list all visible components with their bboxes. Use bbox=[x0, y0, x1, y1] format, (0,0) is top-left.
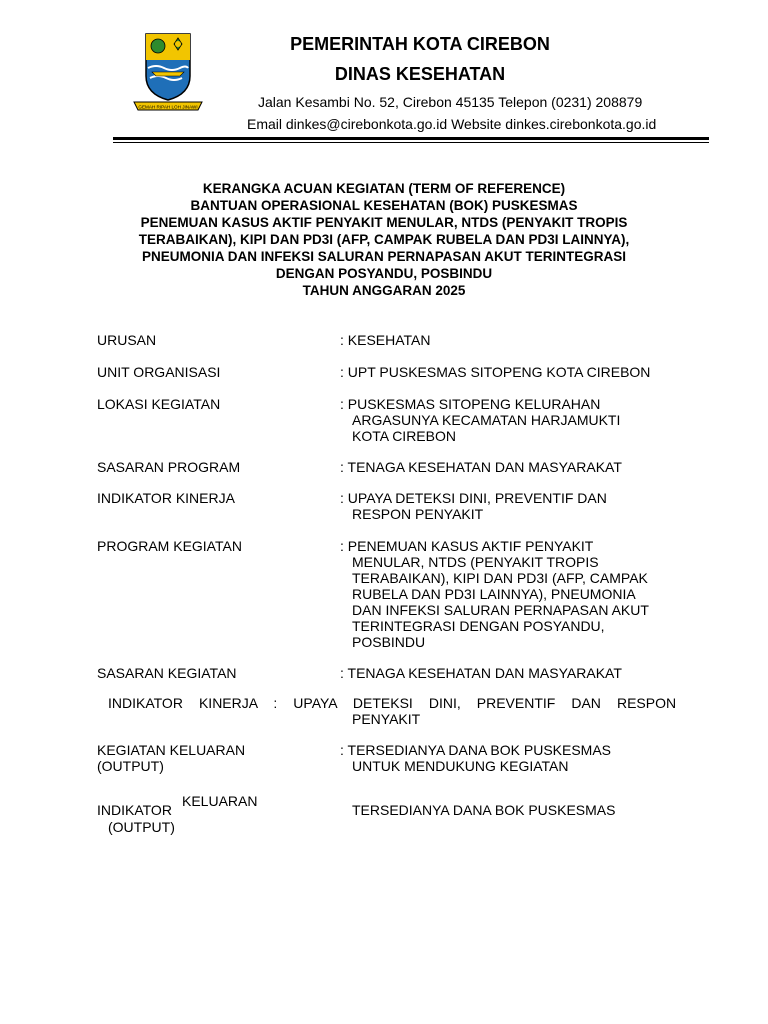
indikator-kinerja-label: INDIKATOR KINERJA bbox=[97, 490, 235, 506]
kegiatan-keluaran-label: KEGIATAN KELUARAN bbox=[97, 742, 246, 758]
kegiatan-keluaran-label-2: (OUTPUT) bbox=[97, 758, 164, 774]
government-name: PEMERINTAH KOTA CIREBON bbox=[290, 34, 550, 54]
title-line: TAHUN ANGGARAN 2025 bbox=[302, 283, 466, 298]
sasaran-kegiatan-label: SASARAN KEGIATAN bbox=[97, 665, 237, 681]
program-kegiatan-value-cont: TERINTEGRASI DENGAN POSYANDU, bbox=[352, 618, 605, 634]
document-title bbox=[60, 180, 708, 299]
title-line: TERABAIKAN), KIPI DAN PD3I (AFP, CAMPAK RUBELA DAN PD3I LAINNYA), bbox=[138, 232, 630, 247]
lokasi-kegiatan-value-cont: KOTA CIREBON bbox=[352, 428, 456, 444]
program-kegiatan-value-cont: POSBINDU bbox=[352, 634, 426, 650]
urusan-value: : KESEHATAN bbox=[340, 332, 431, 348]
lokasi-kegiatan-value-cont: ARGASUNYA KECAMATAN HARJAMUKTI bbox=[352, 412, 621, 428]
program-kegiatan-value: : PENEMUAN KASUS AKTIF PENYAKIT bbox=[340, 538, 594, 554]
program-kegiatan-label: PROGRAM KEGIATAN bbox=[97, 538, 242, 554]
sasaran-kegiatan-value: : TENAGA KESEHATAN DAN MASYARAKAT bbox=[340, 665, 622, 681]
header-divider-thick bbox=[113, 137, 709, 140]
justified-word: INDIKATOR bbox=[108, 695, 183, 711]
kegiatan-keluaran-value-cont: UNTUK MENDUKUNG KEGIATAN bbox=[352, 758, 569, 774]
title-line: BANTUAN OPERASIONAL KESEHATAN (BOK) PUSKESMAS bbox=[190, 198, 578, 213]
program-kegiatan-value-cont: RUBELA DAN PD3I LAINNYA), PNEUMONIA bbox=[352, 586, 636, 602]
program-kegiatan-value-cont: MENULAR, NTDS (PENYAKIT TROPIS bbox=[352, 554, 599, 570]
justified-word: RESPON bbox=[616, 695, 677, 711]
lokasi-kegiatan-label: LOKASI KEGIATAN bbox=[97, 396, 221, 412]
unit-organisasi-value: : UPT PUSKESMAS SITOPENG KOTA CIREBON bbox=[340, 364, 651, 380]
justified-word: PREVENTIF bbox=[476, 695, 556, 711]
urusan-label: URUSAN bbox=[97, 332, 157, 348]
indikator-kinerja-value: : UPAYA DETEKSI DINI, PREVENTIF DAN bbox=[340, 490, 607, 506]
justified-word: DETEKSI bbox=[352, 695, 413, 711]
title-line: PENEMUAN KASUS AKTIF PENYAKIT MENULAR, NTDS (PENYAKIT TROPIS bbox=[140, 215, 628, 230]
lokasi-kegiatan-value: : PUSKESMAS SITOPENG KELURAHAN bbox=[340, 396, 601, 412]
justified-word: UPAYA bbox=[293, 695, 337, 711]
program-kegiatan-value-cont: TERABAIKAN), KIPI DAN PD3I (AFP, CAMPAK bbox=[352, 570, 648, 586]
indikator-keluaran-label: INDIKATOR bbox=[97, 802, 172, 818]
program-kegiatan-value-cont: DAN INFEKSI SALURAN PERNAPASAN AKUT bbox=[352, 602, 649, 618]
title-line: PNEUMONIA DAN INFEKSI SALURAN PERNAPASAN AKUT TERINTEGRASI bbox=[141, 249, 627, 264]
agency-address: Jalan Kesambi No. 52, Cirebon 45135 Telepon (0231) 208879 bbox=[258, 94, 643, 110]
title-line: DENGAN POSYANDU, POSBINDU bbox=[275, 266, 493, 281]
indikator-keluaran-value: TERSEDIANYA DANA BOK PUSKESMAS bbox=[352, 802, 616, 818]
justified-word: DINI, bbox=[428, 695, 461, 711]
agency-contact: Email dinkes@cirebonkota.go.id Website dinkes.cirebonkota.go.id bbox=[247, 116, 657, 132]
indikator-keluaran-label-raised: KELUARAN bbox=[182, 793, 258, 809]
title-line: KERANGKA ACUAN KEGIATAN (TERM OF REFERENCE) bbox=[202, 181, 566, 196]
justified-word: DAN bbox=[571, 695, 601, 711]
header-divider-thin bbox=[113, 142, 709, 143]
justified-word: KINERJA bbox=[198, 695, 258, 711]
kegiatan-keluaran-value: : TERSEDIANYA DANA BOK PUSKESMAS bbox=[340, 742, 612, 758]
logo-motto: GEMAH RIPAH LOH JINAWI bbox=[138, 104, 198, 110]
justified-word: : bbox=[273, 695, 278, 711]
indikator-keluaran-label-2: (OUTPUT) bbox=[108, 819, 175, 835]
indikator-kinerja-2-cont: PENYAKIT bbox=[352, 711, 421, 727]
indikator-kinerja-2-line bbox=[108, 695, 676, 711]
sasaran-program-value: : TENAGA KESEHATAN DAN MASYARAKAT bbox=[340, 459, 622, 475]
sasaran-program-label: SASARAN PROGRAM bbox=[97, 459, 241, 475]
unit-organisasi-label: UNIT ORGANISASI bbox=[97, 364, 221, 380]
indikator-kinerja-value-cont: RESPON PENYAKIT bbox=[352, 506, 484, 522]
agency-name: DINAS KESEHATAN bbox=[334, 64, 506, 84]
